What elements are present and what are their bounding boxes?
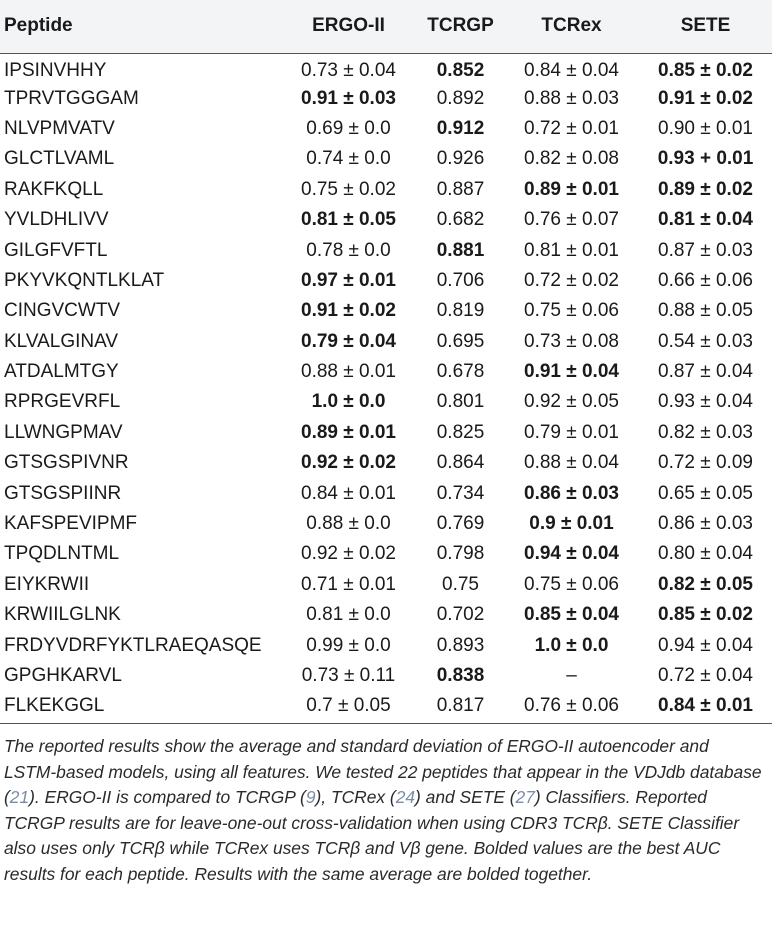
- table-row: [0, 509, 772, 539]
- cell-tcrex: 0.72 ± 0.01: [524, 117, 619, 139]
- table-row: [0, 418, 772, 448]
- caption-text: ), TCRex (: [315, 787, 396, 808]
- cell-peptide: GLCTLVAML: [4, 148, 115, 170]
- cell-peptide: RAKFKQLL: [4, 178, 104, 200]
- table-row: [0, 691, 772, 721]
- cell-peptide: TPRVTGGGAM: [4, 87, 139, 109]
- cell-ergo-ii: 0.74 ± 0.0: [306, 148, 391, 170]
- header-ergo-ii: ERGO-II: [280, 0, 417, 53]
- table-row: [0, 83, 772, 113]
- cell-tcrgp: 0.734: [436, 482, 485, 504]
- cell-sete: 0.54 ± 0.03: [658, 330, 753, 352]
- header-tcrgp: TCRGP: [417, 0, 504, 53]
- header-sete: SETE: [639, 0, 772, 53]
- cell-tcrex: 0.82 ± 0.08: [524, 148, 619, 170]
- table-row: [0, 539, 772, 569]
- cell-peptide: GTSGSPIINR: [4, 482, 122, 504]
- cell-ergo-ii: 0.91 ± 0.02: [301, 300, 396, 322]
- cell-ergo-ii: 0.71 ± 0.01: [301, 573, 396, 595]
- caption-text: ). ERGO-II is compared to TCRGP (: [29, 787, 306, 808]
- cell-ergo-ii: 1.0 ± 0.0: [311, 391, 386, 413]
- cell-sete: 0.93 + 0.01: [657, 148, 754, 170]
- cell-sete: 0.82 ± 0.05: [658, 573, 753, 595]
- cell-sete: 0.86 ± 0.03: [658, 513, 753, 535]
- cell-sete: 0.87 ± 0.03: [658, 239, 753, 261]
- caption-reference-link[interactable]: 27: [515, 787, 535, 808]
- cell-peptide: PKYVKQNTLKLAT: [4, 269, 165, 291]
- table-row: [0, 478, 772, 508]
- cell-tcrgp: 0.798: [436, 543, 485, 565]
- table-row: [0, 53, 772, 83]
- cell-tcrex: 0.76 ± 0.06: [524, 695, 619, 717]
- cell-sete: 0.93 ± 0.04: [658, 391, 753, 413]
- cell-tcrgp: 0.702: [436, 604, 485, 626]
- cell-tcrgp: 0.881: [436, 239, 485, 261]
- cell-peptide: ATDALMTGY: [4, 361, 119, 383]
- cell-tcrgp: 0.852: [436, 60, 485, 82]
- cell-sete: 0.66 ± 0.06: [658, 269, 753, 291]
- cell-sete: 0.82 ± 0.03: [658, 421, 753, 443]
- cell-ergo-ii: 0.69 ± 0.0: [306, 117, 391, 139]
- cell-peptide: YVLDHLIVV: [4, 209, 109, 231]
- cell-tcrex: 0.85 ± 0.04: [524, 604, 619, 626]
- cell-peptide: KLVALGINAV: [4, 330, 119, 352]
- cell-peptide: FLKEKGGL: [4, 695, 105, 717]
- caption-text: ) Classifiers. Reported TCRGP results are for leave-one-out cross-validation when using CDR3 TCRβ. SETE Classifier also uses only TCRβ while TCRex uses TCRβ and Vβ gene. Bolded values are the best AUC results for each peptide. Results with the same average are bolded together.: [4, 787, 740, 884]
- cell-peptide: RPRGEVRFL: [4, 391, 121, 413]
- table-row: [0, 600, 772, 630]
- cell-ergo-ii: 0.97 ± 0.01: [301, 269, 396, 291]
- cell-sete: 0.65 ± 0.05: [658, 482, 753, 504]
- cell-peptide: TPQDLNTML: [4, 543, 120, 565]
- cell-tcrex: 0.81 ± 0.01: [524, 239, 619, 261]
- header-row: [0, 0, 772, 53]
- cell-ergo-ii: 0.84 ± 0.01: [301, 482, 396, 504]
- cell-tcrex: 0.94 ± 0.04: [524, 543, 619, 565]
- table-row: [0, 114, 772, 144]
- cell-tcrex: 0.79 ± 0.01: [524, 421, 619, 443]
- cell-ergo-ii: 0.75 ± 0.02: [301, 178, 396, 200]
- cell-tcrgp: 0.801: [436, 391, 485, 413]
- cell-tcrgp: 0.817: [436, 695, 485, 717]
- cell-sete: 0.80 ± 0.04: [658, 543, 753, 565]
- cell-tcrex: 0.92 ± 0.05: [524, 391, 619, 413]
- cell-ergo-ii: 0.78 ± 0.0: [306, 239, 391, 261]
- cell-tcrgp: 0.695: [436, 330, 485, 352]
- cell-tcrgp: 0.892: [436, 87, 485, 109]
- cell-tcrgp: 0.769: [436, 513, 485, 535]
- table-row: [0, 144, 772, 174]
- cell-tcrgp: 0.825: [436, 421, 485, 443]
- table-row: [0, 570, 772, 600]
- cell-sete: 0.85 ± 0.02: [658, 604, 753, 626]
- cell-ergo-ii: 0.73 ± 0.11: [301, 665, 396, 686]
- table-row: [0, 175, 772, 205]
- cell-tcrgp: 0.926: [436, 148, 485, 170]
- cell-tcrgp: 0.838: [436, 665, 485, 686]
- cell-ergo-ii: 0.88 ± 0.01: [301, 361, 396, 383]
- table-row: [0, 448, 772, 478]
- caption-reference-link[interactable]: 9: [305, 787, 316, 808]
- cell-peptide: IPSINVHHY: [4, 60, 107, 82]
- cell-tcrex: 0.88 ± 0.03: [524, 87, 619, 109]
- cell-peptide: GPGHKARVL: [4, 665, 122, 686]
- cell-tcrex: 0.73 ± 0.08: [524, 330, 619, 352]
- cell-tcrex: 0.76 ± 0.07: [524, 209, 619, 231]
- caption-reference-link[interactable]: 24: [395, 787, 416, 808]
- cell-sete: 0.84 ± 0.01: [658, 695, 753, 717]
- cell-ergo-ii: 0.92 ± 0.02: [301, 543, 396, 565]
- cell-tcrgp: 0.893: [436, 634, 485, 656]
- cell-tcrex: 0.9 ± 0.01: [529, 513, 614, 535]
- cell-tcrgp: 0.678: [436, 361, 485, 383]
- cell-tcrgp: 0.682: [436, 209, 485, 231]
- cell-sete: 0.94 ± 0.04: [658, 634, 753, 656]
- cell-ergo-ii: 0.79 ± 0.04: [301, 330, 396, 352]
- cell-ergo-ii: 0.89 ± 0.01: [301, 421, 396, 443]
- table-row: [0, 630, 772, 660]
- cell-peptide: KAFSPEVIPMF: [4, 513, 138, 535]
- header-peptide: Peptide: [0, 0, 280, 53]
- caption-reference-link[interactable]: 21: [9, 787, 30, 808]
- table-row: [0, 327, 772, 357]
- cell-sete: 0.88 ± 0.05: [658, 300, 753, 322]
- cell-ergo-ii: 0.91 ± 0.03: [301, 87, 396, 109]
- cell-ergo-ii: 0.73 ± 0.04: [301, 60, 396, 82]
- header-tcrex: TCRex: [504, 0, 639, 53]
- cell-tcrex: 0.75 ± 0.06: [524, 300, 619, 322]
- table-row: [0, 357, 772, 387]
- cell-sete: 0.87 ± 0.04: [658, 361, 753, 383]
- cell-tcrex: 0.84 ± 0.04: [524, 60, 619, 82]
- cell-tcrex: –: [566, 665, 577, 686]
- cell-tcrgp: 0.75: [442, 573, 479, 595]
- cell-tcrex: 0.91 ± 0.04: [524, 361, 619, 383]
- cell-ergo-ii: 0.99 ± 0.0: [306, 634, 391, 656]
- table-row: [0, 266, 772, 296]
- cell-sete: 0.85 ± 0.02: [658, 60, 753, 82]
- cell-tcrgp: 0.912: [436, 117, 485, 139]
- cell-sete: 0.91 ± 0.02: [658, 87, 753, 109]
- cell-tcrex: 0.72 ± 0.02: [524, 269, 619, 291]
- cell-sete: 0.89 ± 0.02: [658, 178, 753, 200]
- cell-peptide: EIYKRWII: [4, 573, 90, 595]
- cell-tcrex: 0.75 ± 0.06: [524, 573, 619, 595]
- table-caption: [4, 734, 764, 888]
- cell-tcrex: 1.0 ± 0.0: [534, 634, 609, 656]
- cell-sete: 0.72 ± 0.04: [658, 665, 753, 686]
- cell-ergo-ii: 0.92 ± 0.02: [301, 452, 396, 474]
- cell-tcrex: 0.88 ± 0.04: [524, 452, 619, 474]
- cell-ergo-ii: 0.81 ± 0.05: [301, 209, 396, 231]
- cell-tcrgp: 0.819: [436, 300, 485, 322]
- cell-peptide: GTSGSPIVNR: [4, 452, 129, 474]
- cell-sete: 0.81 ± 0.04: [658, 209, 753, 231]
- cell-tcrgp: 0.706: [436, 269, 485, 291]
- cell-tcrex: 0.89 ± 0.01: [524, 178, 619, 200]
- cell-peptide: KRWIILGLNK: [4, 604, 121, 626]
- cell-peptide: LLWNGPMAV: [4, 421, 123, 443]
- cell-sete: 0.72 ± 0.09: [658, 452, 753, 474]
- cell-ergo-ii: 0.81 ± 0.0: [306, 604, 391, 626]
- cell-ergo-ii: 0.88 ± 0.0: [306, 513, 391, 535]
- caption-text: The reported results show the average and standard deviation of ERGO-II autoencoder and LSTM-based models, using all features. We tested 22 peptides that appear in the VDJdb database (: [4, 736, 762, 808]
- caption-text: ) and SETE (: [415, 787, 516, 808]
- table-row: [0, 296, 772, 326]
- table-bottom-rule: [0, 723, 772, 724]
- cell-tcrgp: 0.864: [436, 452, 485, 474]
- cell-sete: 0.90 ± 0.01: [658, 117, 753, 139]
- cell-peptide: FRDYVDRFYKTLRAEQASQE: [4, 634, 262, 656]
- table-row: [0, 387, 772, 417]
- cell-tcrgp: 0.887: [436, 178, 485, 200]
- cell-ergo-ii: 0.7 ± 0.05: [306, 695, 391, 717]
- cell-peptide: NLVPMVATV: [4, 117, 115, 139]
- table-row: [0, 235, 772, 265]
- cell-peptide: CINGVCWTV: [4, 300, 121, 322]
- cell-tcrex: 0.86 ± 0.03: [524, 482, 619, 504]
- table-row: [0, 205, 772, 235]
- table-body: [0, 53, 772, 722]
- cell-peptide: GILGFVFTL: [4, 239, 108, 261]
- table-row: [0, 661, 772, 691]
